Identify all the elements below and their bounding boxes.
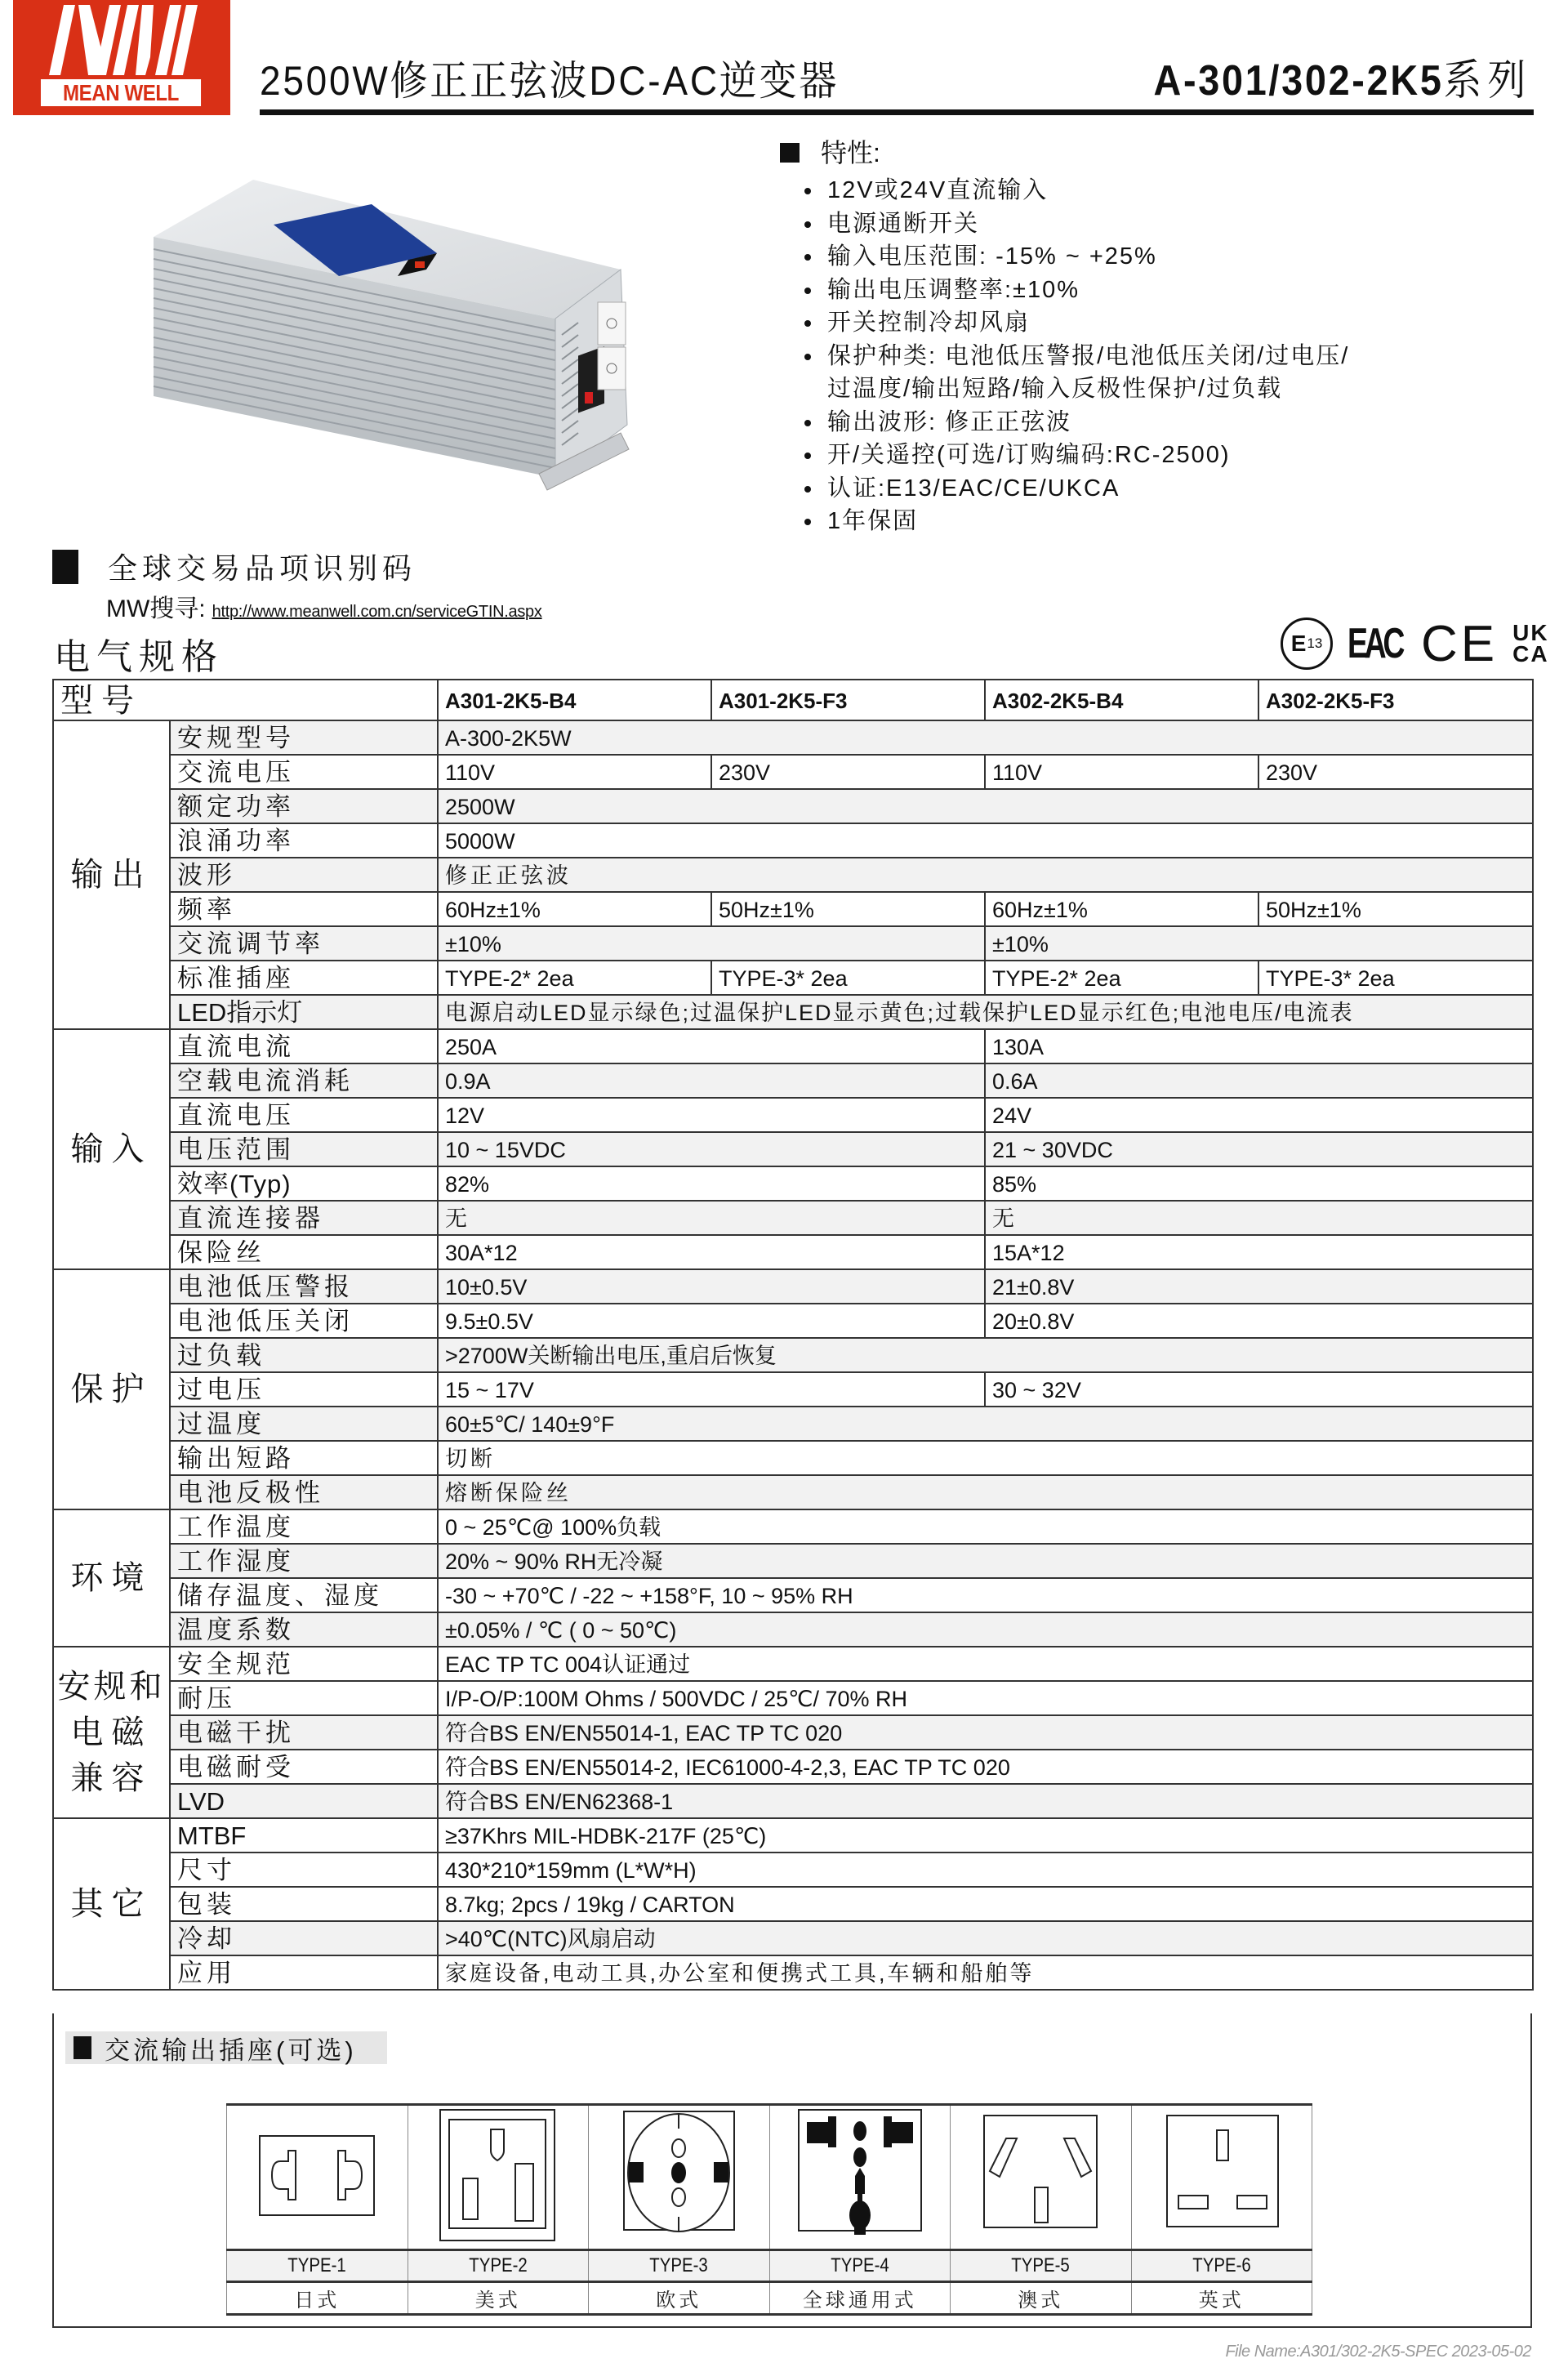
bullet-icon [804,453,811,459]
cell-value: 130A [985,1029,1533,1063]
inverter-product-image [131,147,653,506]
cell-value: 20±0.8V [985,1304,1533,1338]
table-row [53,1201,1533,1235]
row-label: 空载电流消耗 [170,1063,438,1098]
outlet-type-label: TYPE-2 [408,2250,589,2282]
table-row [53,755,1533,789]
outlet-style-label: 日式 [227,2282,408,2315]
cell-value: 符合BS EN/EN55014-1, EAC TP TC 020 [438,1715,1533,1750]
row-label: 电池低压关闭 [170,1304,438,1338]
outlet-cell [589,2105,770,2250]
cell-value: 9.5±0.5V [438,1304,985,1338]
table-row [53,789,1533,823]
gtin-search-line [106,588,542,624]
cell-value: 24V [985,1098,1533,1132]
outlet-cell [1131,2105,1312,2250]
cell-value: 10±0.5V [438,1269,985,1304]
mean-well-logo [13,0,230,115]
cell-value: 21 ~ 30VDC [985,1132,1533,1166]
outlet-heading-text: 交流输出插座(可选) [105,2035,357,2065]
row-label: 浪涌功率 [170,823,438,858]
cell-value: 0 ~ 25℃@ 100%负载 [438,1509,1533,1544]
row-label: 冷却 [170,1921,438,1955]
cell-value: 30 ~ 32V [985,1372,1533,1407]
cell-value: 符合BS EN/EN62368-1 [438,1784,1533,1818]
bullet-icon [804,420,811,426]
series-suffix: 系列 [1443,57,1532,105]
gtin-heading-text: 全球交易品项识别码 [108,551,417,585]
cell-value: 60±5℃/ 140±9°F [438,1407,1533,1441]
model-header: A302-2K5-B4 [985,680,1258,720]
cell-value: 21±0.8V [985,1269,1533,1304]
row-label: 安规型号 [170,720,438,755]
cell-value: ±10% [985,926,1533,961]
bullet-icon [804,288,811,294]
cell-value: 250A [438,1029,985,1063]
cell-value: 230V [711,755,985,789]
square-bullet-icon [52,550,78,584]
au-outlet-icon [971,2106,1110,2245]
cell-value: 无 [985,1201,1533,1235]
gtin-heading [52,546,416,587]
table-row [53,1372,1533,1407]
model-label: 型号 [53,680,438,720]
table-row [53,823,1533,858]
table-row [53,1509,1533,1544]
row-label: 交流电压 [170,755,438,789]
table-row [53,720,1533,755]
cell-value: ±0.05% / ℃ ( 0 ~ 50℃) [438,1612,1533,1647]
table-row [53,995,1533,1029]
group-protection: 保护 [53,1269,170,1509]
cell-value: 切断 [438,1441,1533,1475]
row-label: 安全规范 [170,1647,438,1681]
table-row [53,1955,1533,1990]
cell-value: 15A*12 [985,1235,1533,1269]
outlet-style-label: 澳式 [951,2282,1132,2315]
cell-value: >40℃(NTC)风扇启动 [438,1921,1533,1955]
table-row [53,858,1533,892]
outlet-types-table [226,2103,1312,2316]
cell-value: 符合BS EN/EN55014-2, IEC61000-4-2,3, EAC TP TC 020 [438,1750,1533,1784]
group-safety-line: 兼容 [70,1760,153,1796]
cell-value: I/P-O/P:100M Ohms / 500VDC / 25℃/ 70% RH [438,1681,1533,1715]
model-header: A301-2K5-B4 [438,680,711,720]
bullet-icon [804,354,811,360]
cell-value: TYPE-3* 2ea [1258,961,1533,995]
cell-value: A-300-2K5W [438,720,1533,755]
table-row [53,1681,1533,1715]
feature-item: 输出波形: 修正正弦波 [780,406,1564,439]
row-label: 电磁耐受 [170,1750,438,1784]
bullet-icon [804,188,811,194]
table-row [53,1715,1533,1750]
table-row [53,1647,1533,1681]
cell-value: 8.7kg; 2pcs / 19kg / CARTON [438,1887,1533,1921]
group-safety-emc [53,1647,170,1818]
table-row [53,1578,1533,1612]
table-row [53,1818,1533,1853]
table-row [53,1166,1533,1201]
model-header: A301-2K5-F3 [711,680,985,720]
row-label: 直流电压 [170,1098,438,1132]
table-row [53,892,1533,926]
cell-value: 50Hz±1% [1258,892,1533,926]
table-row [53,1475,1533,1509]
cell-value: 2500W [438,789,1533,823]
bullet-icon [804,320,811,327]
group-environment: 环境 [53,1509,170,1647]
row-label: 过电压 [170,1372,438,1407]
cell-value: ≥37Khrs MIL-HDBK-217F (25℃) [438,1818,1533,1853]
group-safety-line: 电磁 [70,1714,153,1750]
uk-outlet-icon [1152,2106,1291,2245]
square-bullet-icon [74,2036,91,2059]
outlet-cell [227,2105,408,2250]
bullet-icon [804,519,811,525]
cell-value: 30A*12 [438,1235,985,1269]
outlet-style-label: 美式 [408,2282,589,2315]
row-label: 电池低压警报 [170,1269,438,1304]
outlet-type-label: TYPE-3 [589,2250,770,2282]
row-label: MTBF [170,1818,438,1853]
cell-value: TYPE-3* 2ea [711,961,985,995]
row-label: 频率 [170,892,438,926]
row-label: 包装 [170,1887,438,1921]
row-label: 工作温度 [170,1509,438,1544]
cell-value: 60Hz±1% [438,892,711,926]
feature-item: 输出电压调整率:±10% [780,274,1564,307]
cell-value: >2700W关断输出电压,重启后恢复 [438,1338,1533,1372]
cell-value: 110V [438,755,711,789]
spec-section-title: 电气规格 [54,637,224,677]
eac-mark-icon: EAC [1348,620,1402,667]
cell-value: 230V [1258,755,1533,789]
feature-item: 保护种类: 电池低压警报/电池低压关闭/过电压/ [780,340,1564,373]
feature-item: 开关控制冷却风扇 [780,306,1564,340]
cell-value: 82% [438,1166,985,1201]
outlet-style-label: 英式 [1131,2282,1312,2315]
page-title: 2500W修正正弦波DC-AC逆变器 [260,58,840,104]
e13-mark-icon: E 13 [1281,618,1333,670]
feature-item: 1年保固 [780,505,1564,538]
group-input: 输入 [53,1029,170,1269]
cell-value: 85% [985,1166,1533,1201]
cell-value: 5000W [438,823,1533,858]
mw-logo-mark-icon [31,0,211,78]
row-label: LED指示灯 [170,995,438,1029]
cell-value: 110V [985,755,1258,789]
row-label: 储存温度、湿度 [170,1578,438,1612]
table-row [53,1338,1533,1372]
table-row [53,1544,1533,1578]
bullet-icon [804,486,811,493]
outlet-icons-row [227,2105,1312,2250]
row-label: 温度系数 [170,1612,438,1647]
group-others: 其它 [53,1818,170,1990]
title-underline [260,109,1534,115]
feature-item: 12V或24V直流输入 [780,174,1564,207]
cell-value: 0.9A [438,1063,985,1098]
outlet-type-label: TYPE-1 [227,2250,408,2282]
outlet-cell [408,2105,589,2250]
row-label: 工作湿度 [170,1544,438,1578]
spec-table [52,679,1534,1991]
cell-value: 熔断保险丝 [438,1475,1533,1509]
universal-outlet-icon [791,2106,929,2245]
cell-value: 12V [438,1098,985,1132]
row-label: 保险丝 [170,1235,438,1269]
row-label: 波形 [170,858,438,892]
japan-outlet-icon [247,2110,386,2240]
table-row [53,1235,1533,1269]
table-row [53,961,1533,995]
features-heading-text: 特性: [821,138,880,167]
outlet-style-label: 欧式 [589,2282,770,2315]
cell-value: 修正正弦波 [438,858,1533,892]
outlet-cell [951,2105,1132,2250]
table-row [53,1098,1533,1132]
cell-value: 20% ~ 90% RH无冷凝 [438,1544,1533,1578]
row-label: 直流电流 [170,1029,438,1063]
cell-value: EAC TP TC 004认证通过 [438,1647,1533,1681]
feature-item: 开/关遥控(可选/订购编码:RC-2500) [780,439,1564,472]
table-row [53,1029,1533,1063]
gtin-search-label: MW搜寻: [106,595,206,622]
table-row [53,1750,1533,1784]
features-heading [780,135,1564,171]
cell-value: 无 [438,1201,985,1235]
row-label: 交流调节率 [170,926,438,961]
features-list [780,174,1564,538]
outlet-styles-row [227,2282,1312,2315]
table-row [53,1269,1533,1304]
table-row [53,1063,1533,1098]
group-safety-line: 安规和 [57,1669,166,1705]
cell-value: 15 ~ 17V [438,1372,985,1407]
feature-item: 认证:E13/EAC/CE/UKCA [780,472,1564,506]
us-outlet-icon [429,2106,568,2245]
table-row [53,1304,1533,1338]
gtin-link[interactable]: http://www.meanwell.com.cn/serviceGTIN.aspx [212,603,542,621]
cell-value: ±10% [438,926,985,961]
table-row [53,1887,1533,1921]
table-row [53,1784,1533,1818]
row-label: 应用 [170,1955,438,1990]
logo-brand-text: MEAN WELL [41,79,201,106]
row-label: 过温度 [170,1407,438,1441]
ukca-mark-icon: UK CA [1512,620,1549,667]
outlet-type-label: TYPE-5 [951,2250,1132,2282]
outlet-type-label: TYPE-4 [769,2250,951,2282]
row-label: 过负载 [170,1338,438,1372]
row-label: 效率(Typ) [170,1166,438,1201]
cell-value: 50Hz±1% [711,892,985,926]
file-name-footer: File Name:A301/302-2K5-SPEC 2023-05-02 [1225,2343,1531,2361]
bullet-icon [804,254,811,261]
row-label: 直流连接器 [170,1201,438,1235]
series-model: A-301/302-2K5 [1153,57,1444,105]
row-label: 输出短路 [170,1441,438,1475]
group-output: 输出 [53,720,170,1029]
row-label: 尺寸 [170,1853,438,1887]
table-row [53,1921,1533,1955]
outlet-cell [769,2105,951,2250]
outlet-heading [65,2031,387,2064]
cell-value: 430*210*159mm (L*W*H) [438,1853,1533,1887]
cell-value: -30 ~ +70℃ / -22 ~ +158°F, 10 ~ 95% RH [438,1578,1533,1612]
feature-item: 电源通断开关 [780,207,1564,241]
cell-value: 60Hz±1% [985,892,1258,926]
outlet-type-label: TYPE-6 [1131,2250,1312,2282]
table-row [53,926,1533,961]
table-row [53,1407,1533,1441]
cell-value: 10 ~ 15VDC [438,1132,985,1166]
series-title [1154,56,1532,106]
cell-value: 家庭设备,电动工具,办公室和便携式工具,车辆和船舶等 [438,1955,1533,1990]
row-label: 耐压 [170,1681,438,1715]
feature-item: 输入电压范围: -15% ~ +25% [780,240,1564,274]
features-section [780,135,1564,538]
model-header: A302-2K5-F3 [1258,680,1533,720]
bullet-icon [804,221,811,228]
cell-value: 电源启动LED显示绿色;过温保护LED显示黄色;过载保护LED显示红色;电池电压/电流表 [438,995,1533,1029]
eu-schuko-outlet-icon [609,2106,748,2245]
table-row [53,1441,1533,1475]
square-bullet-icon [780,143,800,163]
row-label: 标准插座 [170,961,438,995]
table-row [53,1612,1533,1647]
cell-value: TYPE-2* 2ea [985,961,1258,995]
table-row [53,1853,1533,1887]
table-row [53,1132,1533,1166]
outlet-style-label: 全球通用式 [769,2282,951,2315]
outlet-types-row [227,2250,1312,2282]
cell-value: TYPE-2* 2ea [438,961,711,995]
feature-item-continuation: 过温度/输出短路/输入反极性保护/过负载 [827,376,1283,402]
row-label: 电池反极性 [170,1475,438,1509]
model-header-row [53,680,1533,720]
row-label: 电磁干扰 [170,1715,438,1750]
certification-marks [1281,615,1558,672]
row-label: LVD [170,1784,438,1818]
row-label: 额定功率 [170,789,438,823]
ce-mark-icon: CE [1421,615,1499,672]
row-label: 电压范围 [170,1132,438,1166]
cell-value: 0.6A [985,1063,1533,1098]
